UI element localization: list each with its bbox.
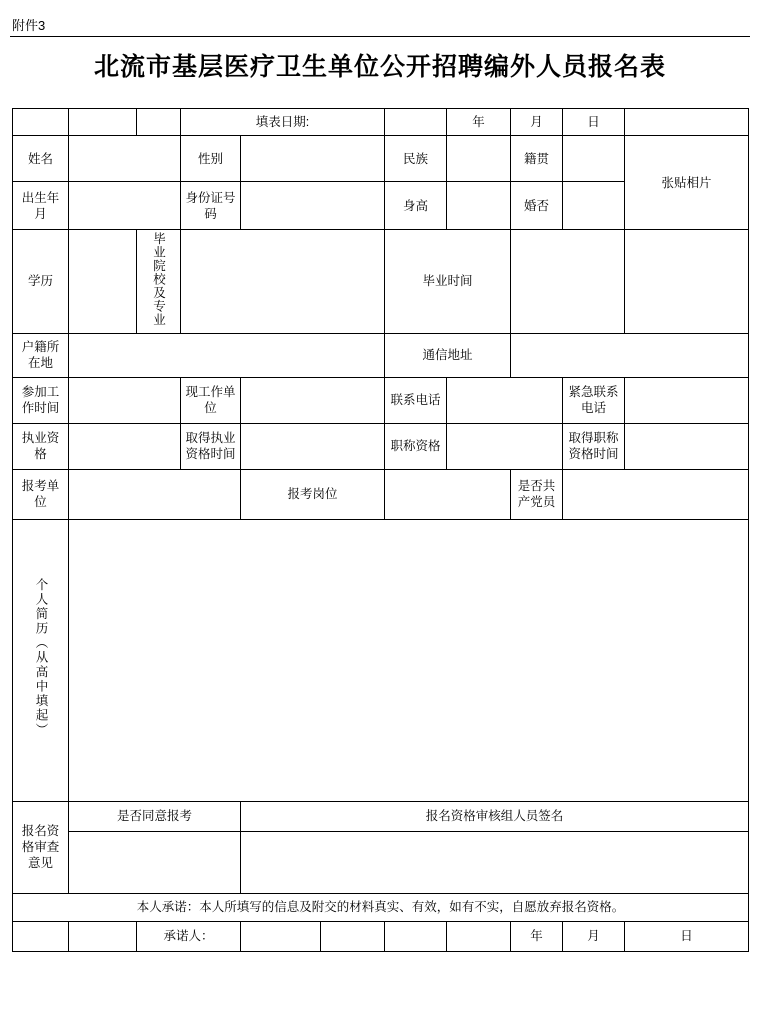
value-school-major[interactable] <box>181 230 385 334</box>
table-row-review-header <box>13 801 749 831</box>
attachment-label: 附件3 <box>12 18 46 33</box>
label-native-place: 籍贯 <box>511 136 563 182</box>
value-education[interactable] <box>69 230 137 334</box>
label-height: 身高 <box>385 182 447 230</box>
value-height[interactable] <box>447 182 511 230</box>
filldate-blank-2 <box>69 109 137 136</box>
label-ethnicity: 民族 <box>385 136 447 182</box>
label-id-number: 身份证号码 <box>181 182 241 230</box>
signature-blank-3 <box>321 921 385 951</box>
value-party-member[interactable] <box>563 469 749 519</box>
value-name[interactable] <box>69 136 181 182</box>
table-row-resume <box>13 519 749 801</box>
value-reviewer-signature[interactable] <box>241 831 749 893</box>
value-agree-apply[interactable] <box>69 831 241 893</box>
sign-year-value[interactable] <box>447 921 511 951</box>
header-divider <box>10 36 750 37</box>
label-resume-text: 个人简历（从高中填起） <box>34 578 48 738</box>
value-qualification-obtain-time[interactable] <box>241 423 385 469</box>
filldate-year-unit: 年 <box>447 109 511 136</box>
value-birth-date[interactable] <box>69 182 181 230</box>
promisor-value[interactable] <box>241 921 321 951</box>
value-marital[interactable] <box>563 182 625 230</box>
table-row-promise <box>13 893 749 921</box>
value-graduation-time[interactable] <box>511 230 625 334</box>
value-work-start-time[interactable] <box>69 377 181 423</box>
filldate-blank-3 <box>137 109 181 136</box>
label-household-place: 户籍所在地 <box>13 333 69 377</box>
value-native-place[interactable] <box>563 136 625 182</box>
label-mailing-address: 通信地址 <box>385 333 511 377</box>
value-id-number[interactable] <box>241 182 385 230</box>
label-contact-phone: 联系电话 <box>385 377 447 423</box>
label-gender: 性别 <box>181 136 241 182</box>
filldate-blank-1 <box>13 109 69 136</box>
label-resume <box>13 519 69 801</box>
label-emergency-phone: 紧急联系电话 <box>563 377 625 423</box>
promisor-label: 承诺人： <box>137 921 241 951</box>
signature-blank-1 <box>13 921 69 951</box>
value-gender[interactable] <box>241 136 385 182</box>
label-school-major <box>137 230 181 334</box>
filldate-blank-4 <box>625 109 749 136</box>
table-row-household <box>13 333 749 377</box>
value-household-place[interactable] <box>69 333 385 377</box>
value-apply-position[interactable] <box>385 469 511 519</box>
value-practice-qualification[interactable] <box>69 423 181 469</box>
label-school-major-text: 毕业院校及专业 <box>151 232 166 327</box>
label-title-obtain-time: 取得职称资格时间 <box>563 423 625 469</box>
promise-text: 本人承诺：本人所填写的信息及附交的材料真实、有效，如有不实，自愿放弃报名资格。 <box>13 893 749 921</box>
value-title-qualification[interactable] <box>447 423 563 469</box>
photo-box: 张贴相片 <box>625 136 749 230</box>
value-apply-unit[interactable] <box>69 469 241 519</box>
label-review-opinion: 报名资格审查意见 <box>13 801 69 893</box>
value-contact-phone[interactable] <box>447 377 563 423</box>
label-work-start-time: 参加工作时间 <box>13 377 69 423</box>
table-row-education <box>13 230 749 334</box>
value-emergency-phone[interactable] <box>625 377 749 423</box>
label-title-qualification: 职称资格 <box>385 423 447 469</box>
label-agree-apply: 是否同意报考 <box>69 801 241 831</box>
sign-year-unit: 年 <box>511 921 563 951</box>
label-current-employer: 现工作单位 <box>181 377 241 423</box>
label-practice-qualification: 执业资格 <box>13 423 69 469</box>
value-title-obtain-time[interactable] <box>625 423 749 469</box>
table-row-name <box>13 136 749 182</box>
label-birth-date: 出生年月 <box>13 182 69 230</box>
value-mailing-address[interactable] <box>511 333 749 377</box>
filldate-month-unit: 月 <box>511 109 563 136</box>
filldate-day-unit: 日 <box>563 109 625 136</box>
label-qualification-obtain-time: 取得执业资格时间 <box>181 423 241 469</box>
signature-blank-2 <box>69 921 137 951</box>
table-row-work <box>13 377 749 423</box>
education-blank <box>625 230 749 334</box>
label-party-member: 是否共产党员 <box>511 469 563 519</box>
table-row-review-values <box>13 831 749 893</box>
registration-table <box>12 108 749 952</box>
table-row-apply <box>13 469 749 519</box>
value-ethnicity[interactable] <box>447 136 511 182</box>
value-current-employer[interactable] <box>241 377 385 423</box>
sign-day-unit: 日 <box>625 921 749 951</box>
label-apply-position: 报考岗位 <box>241 469 385 519</box>
label-name: 姓名 <box>13 136 69 182</box>
label-marital: 婚否 <box>511 182 563 230</box>
signature-blank-4 <box>385 921 447 951</box>
label-education: 学历 <box>13 230 69 334</box>
sign-month-unit: 月 <box>563 921 625 951</box>
page-title: 北流市基层医疗卫生单位公开招聘编外人员报名表 <box>93 54 666 81</box>
label-graduation-time: 毕业时间 <box>385 230 511 334</box>
table-row-filldate <box>13 109 749 136</box>
value-resume[interactable] <box>69 519 749 801</box>
label-reviewer-signature: 报名资格审核组人员签名 <box>241 801 749 831</box>
table-row-qualification <box>13 423 749 469</box>
filldate-year-value[interactable] <box>385 109 447 136</box>
label-apply-unit: 报考单位 <box>13 469 69 519</box>
filldate-label: 填表日期: <box>181 109 385 136</box>
table-row-signature <box>13 921 749 951</box>
